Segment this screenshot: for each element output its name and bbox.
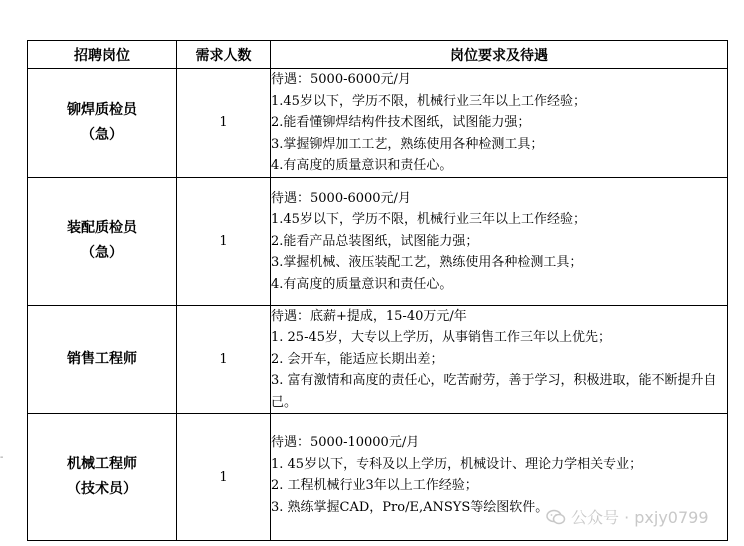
salary-line: 待遇：5000-6000元/月 bbox=[271, 72, 411, 87]
table-row bbox=[28, 177, 728, 305]
requirement-line: 1.45岁以下，学历不限，机械行业三年以上工作经验； bbox=[271, 212, 586, 227]
requirement-line: 2.能看懂铆焊结构件技术图纸，试图能力强； bbox=[271, 115, 531, 130]
requirement-line: 3. 富有激情和高度的责任心，吃苦耐劳，善于学习，积极进取，能不断提升自己。 bbox=[271, 373, 717, 410]
watermark bbox=[546, 505, 709, 528]
requirement-line: 3.掌握机械、液压装配工艺，熟练使用各种检测工具； bbox=[271, 255, 583, 270]
requirement-line: 1.45岁以下，学历不限，机械行业三年以上工作经验； bbox=[271, 93, 586, 109]
requirements bbox=[271, 177, 728, 305]
position-tag: （技术员） bbox=[67, 481, 137, 497]
requirement-line: 2.能看产品总装图纸，试图能力强； bbox=[271, 233, 479, 249]
position-title bbox=[28, 69, 177, 178]
position-title bbox=[28, 177, 177, 305]
recruitment-table bbox=[27, 40, 728, 541]
headcount: 1 bbox=[177, 69, 271, 178]
requirements bbox=[271, 69, 728, 178]
salary-line: 待遇：底薪+提成，15-40万元/年 bbox=[271, 308, 467, 324]
headcount: 1 bbox=[177, 177, 271, 305]
requirement-line: 1. 25-45岁，大专以上学历，从事销售工作三年以上优先； bbox=[271, 330, 612, 345]
wechat-icon bbox=[546, 509, 566, 525]
header-requirements: 岗位要求及待遇 bbox=[271, 41, 728, 69]
headcount: 1 bbox=[177, 305, 271, 414]
position-name: 销售工程师 bbox=[67, 350, 137, 367]
position-title bbox=[28, 305, 177, 414]
watermark-text: 公众号 · pxjy0799 bbox=[571, 508, 709, 527]
edge-mark: - bbox=[0, 452, 4, 463]
position-name: 铆焊质检员 bbox=[67, 101, 137, 118]
position-name: 机械工程师 bbox=[67, 456, 137, 472]
header-count: 需求人数 bbox=[177, 41, 271, 69]
requirement-line: 2. 工程机械行业3年以上工作经验； bbox=[271, 478, 478, 493]
salary-line: 待遇：5000-6000元/月 bbox=[271, 190, 411, 206]
table-row bbox=[28, 305, 728, 414]
requirement-line: 4.有高度的质量意识和责任心。 bbox=[271, 276, 453, 292]
table-row bbox=[28, 69, 728, 178]
header-row bbox=[28, 41, 728, 69]
position-tag: （急） bbox=[81, 126, 123, 143]
salary-line: 待遇：5000-10000元/月 bbox=[271, 435, 420, 450]
requirement-line: 3.掌握铆焊加工工艺，熟练使用各种检测工具； bbox=[271, 136, 544, 152]
requirement-line: 2. 会开车，能适应长期出差； bbox=[271, 351, 444, 367]
requirement-line: 1. 45岁以下，专科及以上学历，机械设计、理论力学相关专业； bbox=[271, 456, 643, 472]
position-name: 装配质检员 bbox=[67, 220, 137, 236]
position-tag: （急） bbox=[81, 245, 123, 261]
headcount: 1 bbox=[177, 414, 271, 541]
header-position: 招聘岗位 bbox=[28, 41, 177, 69]
requirement-line: 3. 熟练掌握CAD，Pro/E,ANSYS等绘图软件。 bbox=[271, 499, 549, 515]
requirement-line: 4.有高度的质量意识和责任心。 bbox=[271, 158, 453, 173]
position-title bbox=[28, 414, 177, 541]
requirements bbox=[271, 305, 728, 414]
